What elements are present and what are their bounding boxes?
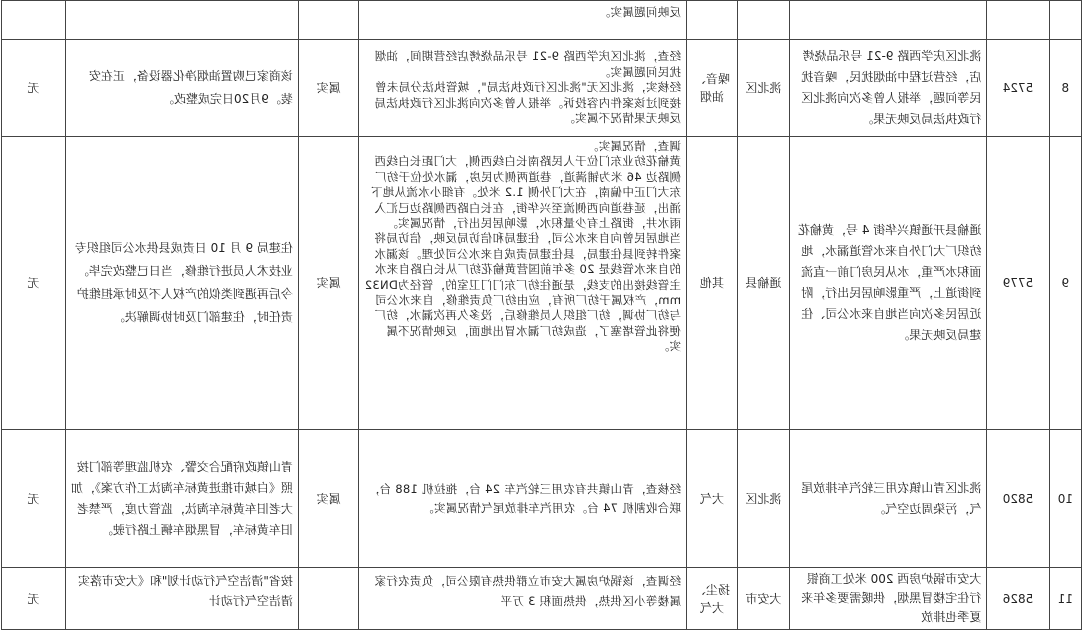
cell-code: 5820 — [987, 430, 1049, 568]
cell-truth: 属实 — [298, 430, 358, 568]
cell-verification: 经调查，该锅炉房属大安市立群供热有限公司，负责农行家属楼等小区供热，供热面积 3 万平 — [358, 568, 686, 630]
cell-no — [1049, 1, 1081, 40]
cell-code: 5724 — [987, 40, 1049, 137]
cell-verification: 经核查，青山镇共有农用三轮汽车 24 台，拖拉机 188 台，联合收割机 74 台。农用汽车排放尾气情况属实。 — [358, 430, 686, 568]
cell-issue: 大安市锅炉房西 200 米处工商银行住宅楼冒黑烟，供暖需要多年来夏季也排放 — [789, 568, 987, 630]
cell-truth: 属实 — [298, 137, 358, 430]
table-row — [2, 40, 1082, 137]
cell-district: 大安市 — [737, 568, 789, 630]
cell-handling: 住建局 9 月 10 日责成县供水公司组织专业技术人员进行维修，当日已整改完毕。 今后再遇到类似的产权人不及时承担维护责任时，住建部门及时协调解决。 — [65, 137, 298, 430]
cell-truth: 属实 — [298, 40, 358, 137]
cell-accountability: 无 — [2, 40, 66, 137]
cell-verification: 经查，洮北区庆学西路 9-21 号乐品烧烤店经营期间，油烟扰民问题属实。 经核实，洮北区无"洮北区行政执法局"，城管执法分局未曾接到过该案件内容投诉。举报人曾多次向洮北区行政执法局反映无果情况不属实。 — [358, 40, 686, 137]
cell-accountability — [2, 1, 66, 40]
table-row — [2, 568, 1082, 630]
cell-handling — [65, 1, 298, 40]
cell-accountability: 无 — [2, 568, 66, 630]
cell-accountability: 无 — [2, 430, 66, 568]
cell-truth — [298, 568, 358, 630]
table-row — [2, 430, 1082, 568]
cell-district — [737, 1, 789, 40]
cell-type: 扬尘、大气 — [687, 568, 738, 630]
cell-verification: 调查，情况属实。 黄榆花纺业东门位于人民路南长白线西侧，大门距长白线西侧路边 46 米为铺满道，巷道两侧为民房，漏水处位于纺厂东大门正中偏南，在大门外侧 1.2 米处。有细小水流从地下涌出，延巷道向西侧流至兴华街，在长白路西侧路边已汇入雨水井，街路上有少量积水，影响居民出行，情况属实。 当地居民曾向自来水公司，住建局和信访局反映，信访局将案件转到县住建局，县住建局责成自来水公司处理。该漏水的自来水管线是 20 多年前国营黄榆花纺厂从长白路自来水主管线接出的支线，是通往纺厂东门门卫室的，管径为DN32 mm，产权属于纺厂所有，应由纺厂负责维修，自来水公司与纺厂协调，纺厂组织人员维修后，没多久再次漏水，纺厂便将此管堵塞了，造成纺厂漏水冒出地面，反映情况不属实。 — [358, 137, 686, 430]
cell-issue: 洮北区庆学西路 9-21 号乐品烧烤店，经营过程中油烟扰民，噪音扰民等问题，举报人曾多次向洮北区行政执法局反映无果。 — [789, 40, 987, 137]
cell-code: 5826 — [987, 568, 1049, 630]
complaint-table — [1, 0, 1082, 630]
cell-district: 洮北区 — [737, 430, 789, 568]
table-row — [2, 137, 1082, 430]
cell-accountability: 无 — [2, 137, 66, 430]
cell-code: 5779 — [987, 137, 1049, 430]
cell-handling: 青山镇政府配合交警、农机监理等部门按照《白城市推进黄标车淘汰工作方案》，加大老旧车黄标车淘汰，监管力度，严禁老旧车黄标车，冒黑烟车辆上路行驶。 — [65, 430, 298, 568]
cell-handling: 该商家已购置油烟净化器设备，正在安装。9月20日完成整改。 — [65, 40, 298, 137]
cell-code — [987, 1, 1049, 40]
cell-district: 洮北区 — [737, 40, 789, 137]
cell-type: 噪音、油烟 — [687, 40, 738, 137]
cell-no: 11 — [1049, 568, 1081, 630]
cell-truth — [298, 1, 358, 40]
cell-no: 10 — [1049, 430, 1081, 568]
cell-handling: 按省"清洁空气行动计划"和《大安市落实清洁空气行动计 — [65, 568, 298, 630]
cell-issue: 通榆县开通镇兴华街 4 号，黄榆花纺织厂大门外自来水管道漏水，地面积水严重，水从民房门前一直流到街道上，严重影响居民出行，附近居民多次向当地自来水公司、住建局反映无果。 — [789, 137, 987, 430]
cell-verification: 反映问题属实。 — [358, 1, 686, 40]
cell-type — [687, 1, 738, 40]
cell-district: 通榆县 — [737, 137, 789, 430]
cell-no: 8 — [1049, 40, 1081, 137]
cell-issue: 洮北区青山镇农用三轮汽车排放尾气，污染周边空气。 — [789, 430, 987, 568]
cell-type: 其他 — [687, 137, 738, 430]
cell-type: 大气 — [687, 430, 738, 568]
cell-issue — [789, 1, 987, 40]
table-row — [2, 1, 1082, 40]
cell-no: 9 — [1049, 137, 1081, 430]
